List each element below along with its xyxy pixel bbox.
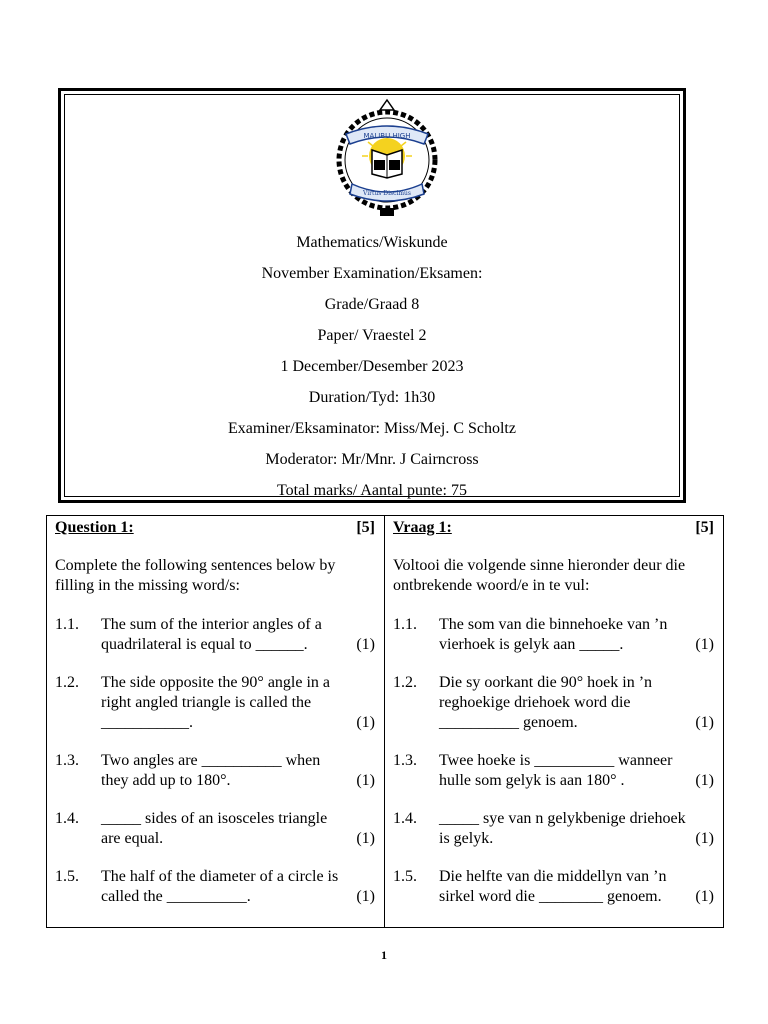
question-item: [55, 809, 375, 849]
question-mark: (1): [356, 636, 375, 653]
school-crest-logo: [332, 98, 442, 222]
paper-line: Paper/ Vraestel 2: [317, 327, 427, 344]
question-item: [393, 809, 714, 849]
question-mark: (1): [695, 772, 714, 789]
question-mark: (1): [356, 772, 375, 789]
question-text: _____ sides of an isosceles triangle: [101, 810, 328, 827]
crest-motto-text: Virtus Discimus: [363, 190, 411, 197]
question-heading: [55, 518, 375, 538]
english-column: [47, 516, 385, 927]
question-text: hulle som gelyk is aan 180° .: [439, 772, 625, 789]
question-text: they add up to 180°.: [101, 772, 231, 789]
question-text: vierhoek is gelyk aan _____.: [439, 636, 624, 653]
question-text: The sum of the interior angles of a: [101, 616, 322, 633]
total-marks-line: Total marks/ Aantal punte: 75: [277, 482, 467, 499]
question-number: 1.3.: [393, 752, 417, 769]
question-text: sirkel word die ________ genoem.: [439, 888, 662, 905]
question-item: [393, 673, 714, 733]
question-number: 1.4.: [393, 810, 417, 827]
question-item: [55, 673, 375, 733]
question-mark: (1): [356, 888, 375, 905]
page-number: 1: [381, 948, 387, 962]
question-text: The side opposite the 90° angle in a: [101, 674, 331, 691]
question-item: [393, 751, 714, 791]
question-heading: [393, 518, 714, 538]
question-number: 1.2.: [55, 674, 79, 691]
question-text: Die helfte van die middellyn van ʼn: [439, 868, 667, 885]
cover-details: [65, 234, 679, 513]
question-mark: (1): [356, 714, 375, 731]
question-text: Two angles are __________ when: [101, 752, 321, 769]
question-text: is gelyk.: [439, 830, 494, 847]
question-text: quadrilateral is equal to ______.: [101, 636, 308, 653]
question-text: reghoekige driehoek word die: [439, 694, 631, 711]
question-mark: (1): [695, 830, 714, 847]
question-text: The half of the diameter of a circle is: [101, 868, 339, 885]
question-text: are equal.: [101, 830, 164, 847]
question-instructions: Complete the following sentences below by filling in the missing word/s:: [55, 557, 336, 594]
question-number: 1.5.: [393, 868, 417, 885]
question-number: 1.2.: [393, 674, 417, 691]
question-item: [55, 867, 375, 907]
subject-line: Mathematics/Wiskunde: [296, 234, 448, 251]
question-number: 1.5.: [55, 868, 79, 885]
question-number: 1.1.: [55, 616, 79, 633]
cover-inner-border: [64, 94, 680, 497]
question-text: ___________.: [101, 714, 193, 731]
examiner-line: Examiner/Eksaminator: Miss/Mej. C Scholtz: [228, 420, 516, 437]
date-line: 1 December/Desember 2023: [280, 358, 464, 375]
question-text: _____ sye van n gelykbenige driehoek: [439, 810, 686, 827]
question-number: 1.3.: [55, 752, 79, 769]
question-mark: (1): [695, 888, 714, 905]
question-mark: (1): [695, 714, 714, 731]
question-title: Question 1:: [55, 519, 134, 536]
duration-line: Duration/Tyd: 1h30: [308, 389, 436, 406]
question-text: __________ genoem.: [439, 714, 578, 731]
question-number: 1.1.: [393, 616, 417, 633]
question-instructions: Voltooi die volgende sinne hieronder deur die ontbrekende woord/e in te vul:: [393, 557, 686, 594]
question-table: [46, 515, 724, 928]
examination-line: November Examination/Eksamen:: [261, 265, 483, 282]
question-mark: (1): [695, 636, 714, 653]
question-text: Die sy oorkant die 90° hoek in ʼn: [439, 674, 653, 691]
question-text: called the __________.: [101, 888, 251, 905]
question-total-marks: [5]: [356, 519, 375, 536]
question-mark: (1): [356, 830, 375, 847]
question-text: The som van die binnehoeke van ʼn: [439, 616, 668, 633]
grade-line: Grade/Graad 8: [324, 296, 420, 313]
crest-top-text: MALIBU HIGH: [363, 132, 411, 140]
afrikaans-column: [385, 516, 723, 927]
question-total-marks: [5]: [695, 519, 714, 536]
question-text: right angled triangle is called the: [101, 694, 312, 711]
question-title: Vraag 1:: [393, 519, 452, 536]
question-item: [393, 867, 714, 907]
question-number: 1.4.: [55, 810, 79, 827]
question-item: [393, 615, 714, 655]
cover-box: [58, 88, 686, 503]
question-text: Twee hoeke is __________ wanneer: [439, 752, 673, 769]
question-item: [55, 751, 375, 791]
moderator-line: Moderator: Mr/Mnr. J Cairncross: [265, 451, 479, 468]
question-item: [55, 615, 375, 655]
